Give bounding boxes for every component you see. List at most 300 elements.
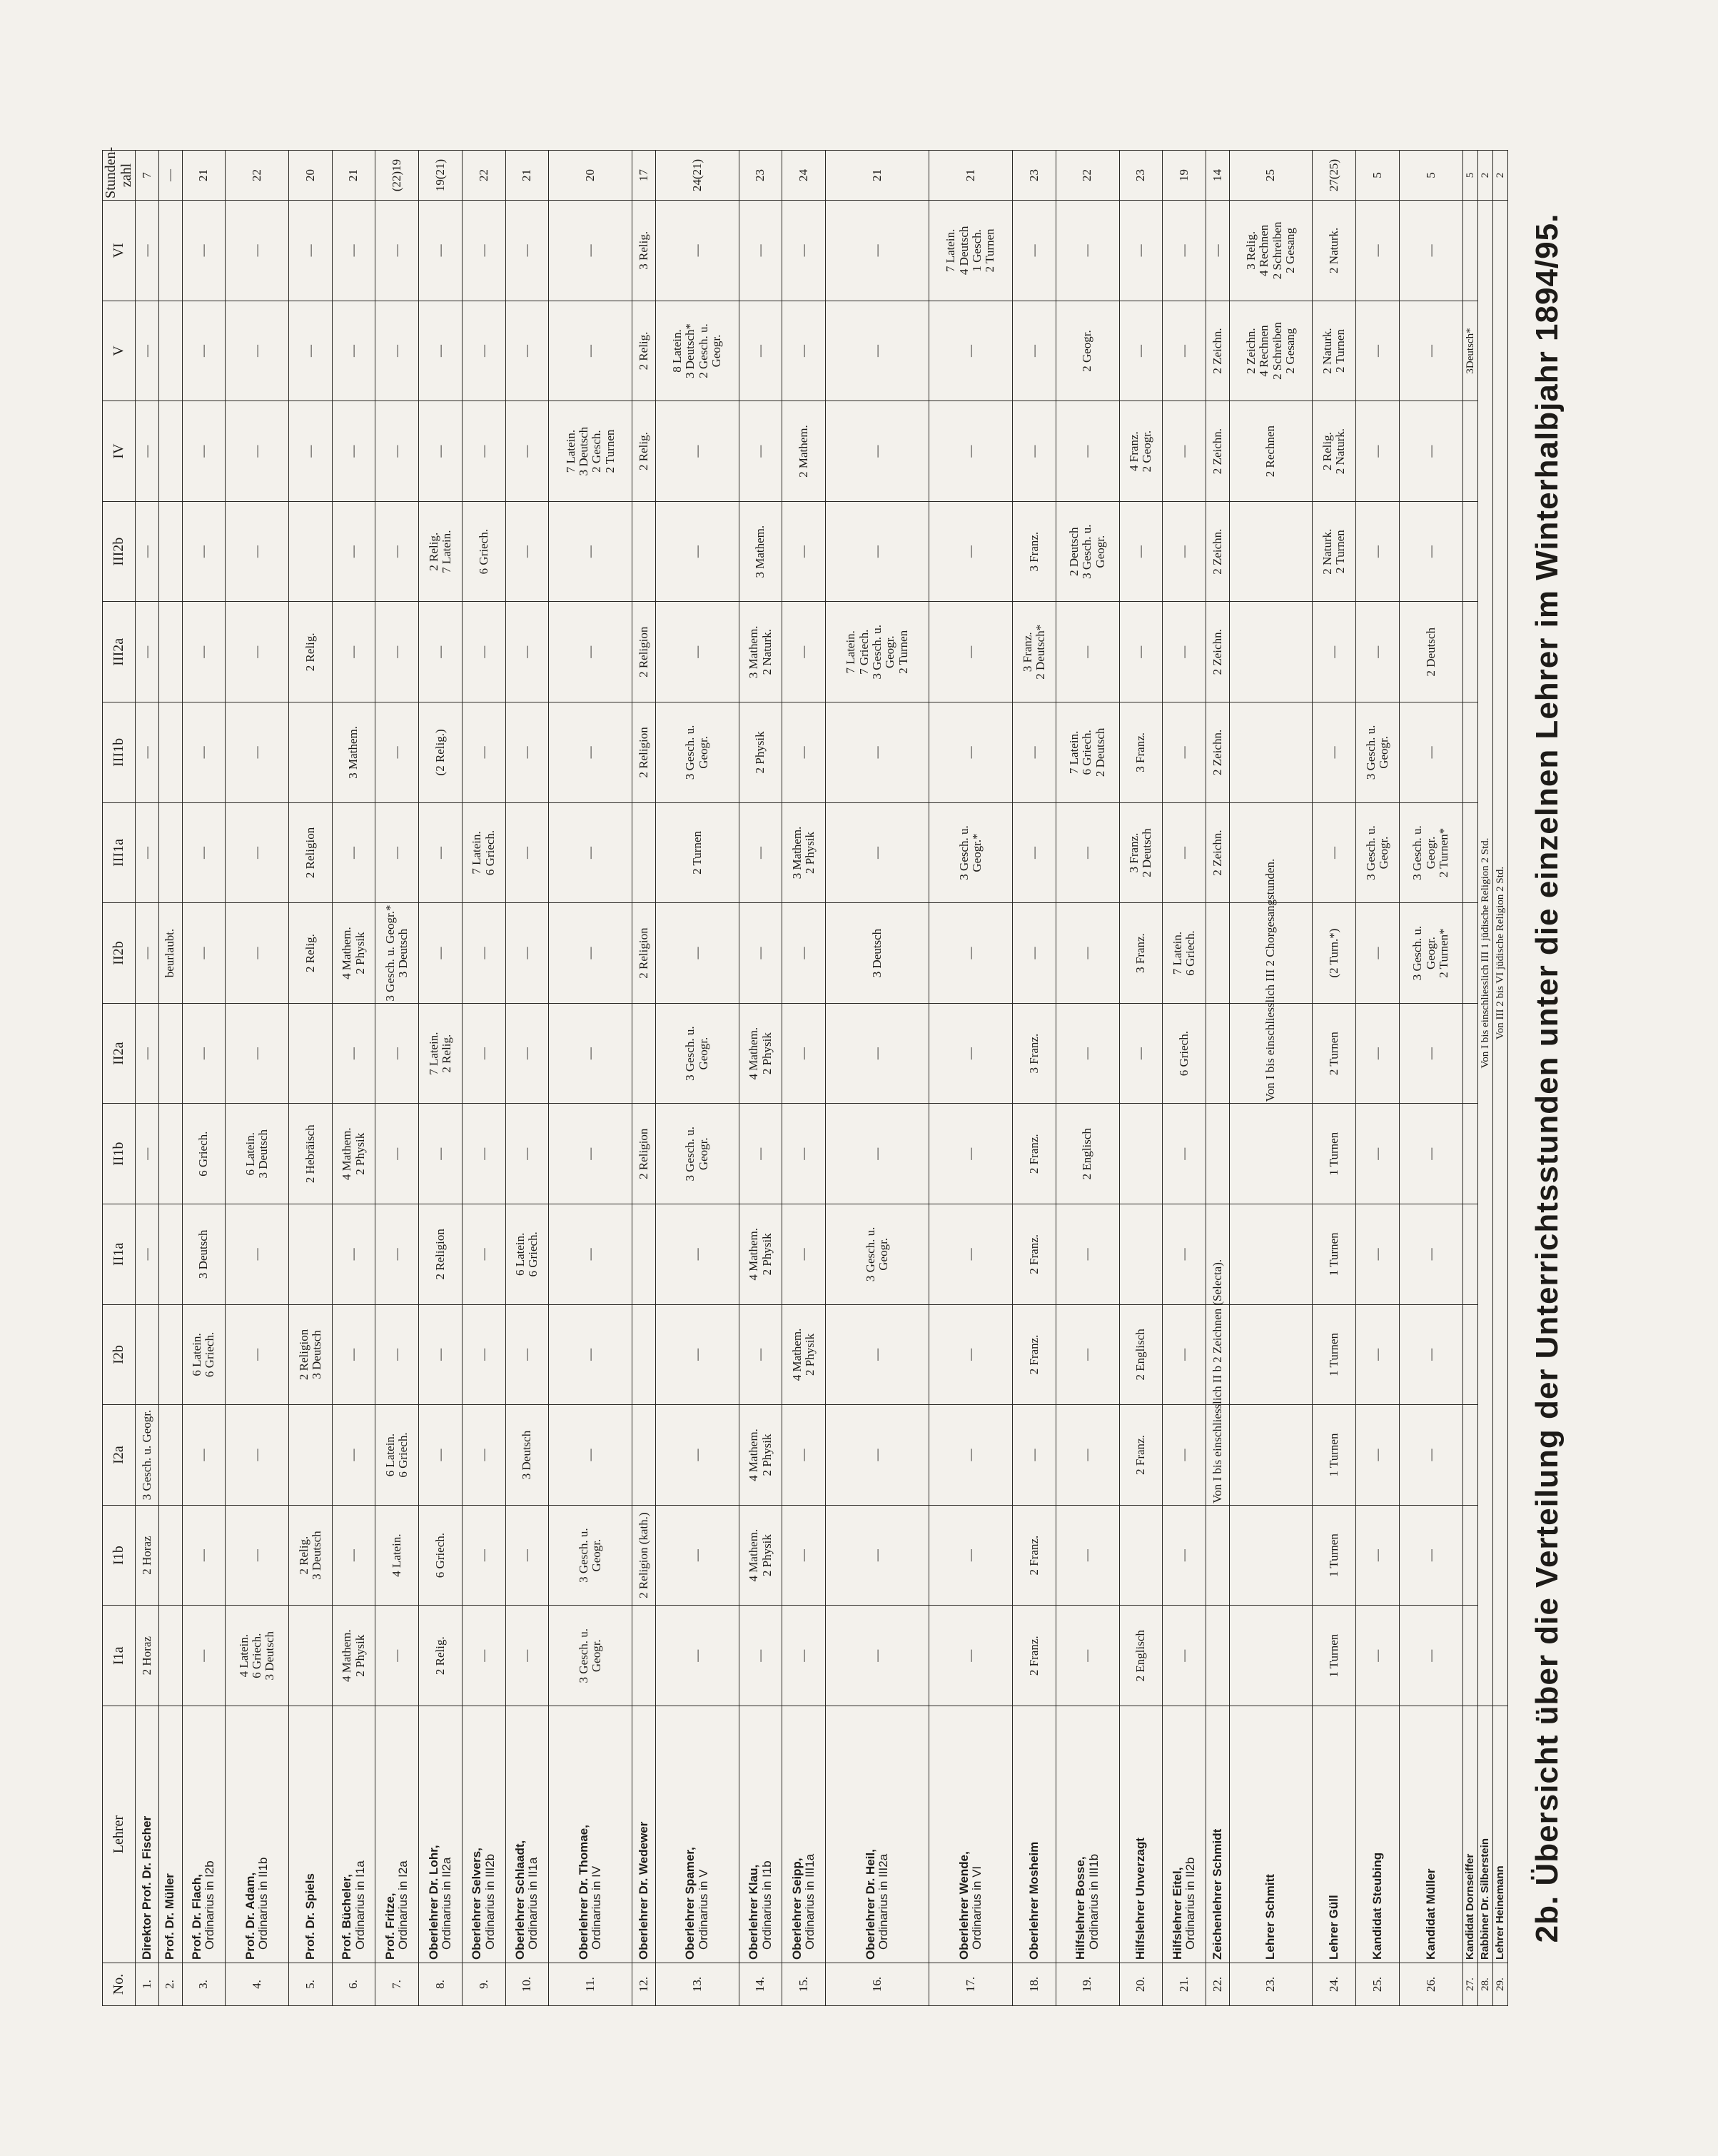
lesson-cell: — bbox=[505, 401, 549, 502]
row-number: 18. bbox=[1013, 1963, 1056, 2006]
teacher-name bbox=[1056, 1706, 1119, 1963]
lesson-cell: — bbox=[505, 702, 549, 803]
lesson-cell bbox=[1463, 1204, 1478, 1305]
lesson-cell: 3 Franz. 2 Deutsch bbox=[1119, 802, 1163, 903]
lesson-cell: — bbox=[136, 1003, 159, 1104]
lesson-cell: — bbox=[549, 501, 632, 602]
row-number: 6. bbox=[332, 1963, 375, 2006]
lesson-cell: — bbox=[1399, 1104, 1462, 1204]
lesson-cell: 3Deutsch* bbox=[1463, 301, 1478, 401]
lesson-cell: — bbox=[332, 1304, 375, 1405]
lesson-cell bbox=[1229, 702, 1313, 803]
lesson-cell: 2 Naturk. 2 Turnen bbox=[1313, 301, 1356, 401]
lesson-cell: — bbox=[182, 602, 226, 702]
lesson-cell: — bbox=[332, 201, 375, 301]
lesson-cell: — bbox=[182, 301, 226, 401]
teacher-role: Ordinarius in VI bbox=[970, 1865, 984, 1950]
lesson-cell: 2 Deutsch 3 Gesch. u. Geogr. bbox=[1056, 501, 1119, 602]
hours-total: 2 bbox=[1478, 151, 1493, 201]
lesson-cell: — bbox=[332, 602, 375, 702]
teacher-name bbox=[375, 1706, 419, 1963]
lesson-cell: — bbox=[136, 1204, 159, 1305]
table-row bbox=[289, 151, 333, 2006]
lesson-cell: 1 Turnen bbox=[1313, 1505, 1356, 1606]
lesson-cell: 7 Latein. 6 Griech. bbox=[1163, 903, 1206, 1004]
lesson-cell bbox=[158, 702, 182, 803]
lesson-cell: — bbox=[375, 1304, 419, 1405]
lesson-cell: — bbox=[1163, 1304, 1206, 1405]
lesson-cell: — bbox=[655, 1304, 739, 1405]
lesson-cell: — bbox=[1356, 1304, 1400, 1405]
lesson-cell: 4 Mathem. 2 Physik bbox=[739, 1003, 782, 1104]
lesson-cell bbox=[1463, 602, 1478, 702]
hours-total: 23 bbox=[1119, 151, 1163, 201]
lesson-cell: — bbox=[929, 1606, 1013, 1706]
lesson-cell bbox=[1463, 501, 1478, 602]
lesson-cell: — bbox=[182, 1003, 226, 1104]
lesson-cell: — bbox=[226, 201, 289, 301]
lesson-cell: beurlaubt. bbox=[158, 903, 182, 1004]
lesson-cell: — bbox=[826, 1003, 929, 1104]
lesson-cell: — bbox=[1163, 1505, 1206, 1606]
teacher-title: Lehrer Heinemann bbox=[1493, 1865, 1506, 1960]
lesson-cell: — bbox=[1119, 602, 1163, 702]
lesson-cell: 4 Latein. bbox=[375, 1505, 419, 1606]
lesson-cell: — bbox=[929, 1405, 1013, 1506]
teacher-title: Prof. Bücheler, bbox=[340, 1874, 354, 1960]
lesson-cell: — bbox=[419, 201, 463, 301]
lesson-cell: 2 Mathem. bbox=[782, 401, 826, 502]
column-header: III2b bbox=[103, 501, 136, 602]
lesson-cell: 2 Religion bbox=[632, 1104, 656, 1204]
lesson-cell: 3 Gesch. u. Geogr.* bbox=[929, 802, 1013, 903]
lesson-cell bbox=[632, 1304, 656, 1405]
lesson-cell: — bbox=[929, 702, 1013, 803]
lesson-cell: 2 Rechnen bbox=[1229, 401, 1313, 502]
hours-total: 27(25) bbox=[1313, 151, 1356, 201]
lesson-cell: 6 Latein. 6 Griech. bbox=[505, 1204, 549, 1305]
lesson-cell: — bbox=[375, 401, 419, 502]
lesson-cell: — bbox=[462, 301, 505, 401]
lesson-cell: — bbox=[1399, 1204, 1462, 1305]
lesson-cell: — bbox=[826, 702, 929, 803]
row-number: 20. bbox=[1119, 1963, 1163, 2006]
lesson-cell: — bbox=[136, 501, 159, 602]
lesson-cell: — bbox=[226, 802, 289, 903]
lesson-cell: 3 Relig. 4 Rechnen 2 Schreiben 2 Gesang bbox=[1229, 201, 1313, 301]
lesson-cell: 1 Turnen bbox=[1313, 1606, 1356, 1706]
lesson-cell: — bbox=[1206, 201, 1229, 301]
lesson-cell: — bbox=[655, 201, 739, 301]
lesson-cell bbox=[632, 1204, 656, 1305]
lesson-cell: — bbox=[1399, 501, 1462, 602]
lesson-cell: — bbox=[1163, 602, 1206, 702]
hours-total: 25 bbox=[1229, 151, 1313, 201]
lesson-cell: 2 Deutsch bbox=[1399, 602, 1462, 702]
teacher-title: Prof. Dr. Adam, bbox=[243, 1872, 257, 1960]
lesson-cell: — bbox=[1399, 301, 1462, 401]
lesson-cell bbox=[1206, 1104, 1229, 1204]
lesson-cell: 3 Gesch. u. Geogr. bbox=[655, 1003, 739, 1104]
teacher-title: Oberlehrer Dr. Lohr, bbox=[426, 1845, 440, 1960]
lesson-cell: 4 Mathem. 2 Physik bbox=[739, 1204, 782, 1305]
lesson-cell: — bbox=[226, 1405, 289, 1506]
lesson-cell: (2 Turn.*) bbox=[1313, 903, 1356, 1004]
teacher-title: Direktor Prof. Dr. Fischer bbox=[139, 1815, 153, 1960]
lesson-cell: 2 Relig. bbox=[632, 301, 656, 401]
lesson-cell: — bbox=[419, 1304, 463, 1405]
row-number: 5. bbox=[289, 1963, 333, 2006]
teacher-name bbox=[1013, 1706, 1056, 1963]
lesson-cell bbox=[158, 1104, 182, 1204]
lesson-cell: — bbox=[226, 301, 289, 401]
lesson-cell bbox=[158, 1405, 182, 1506]
teacher-title: Oberlehrer Seipp, bbox=[789, 1858, 804, 1960]
lesson-cell: — bbox=[1056, 1003, 1119, 1104]
lesson-cell: — bbox=[136, 201, 159, 301]
teacher-role: Ordinarius in I1b bbox=[759, 1860, 774, 1950]
lesson-cell: — bbox=[1013, 301, 1056, 401]
lesson-cell: — bbox=[332, 802, 375, 903]
hours-total: (22)19 bbox=[375, 151, 419, 201]
hours-total: 21 bbox=[826, 151, 929, 201]
lesson-cell: — bbox=[739, 903, 782, 1004]
lesson-cell: — bbox=[739, 201, 782, 301]
lesson-cell: — bbox=[1013, 201, 1056, 301]
teacher-name bbox=[1206, 1706, 1229, 1963]
lesson-cell: — bbox=[182, 501, 226, 602]
table-row bbox=[782, 151, 826, 2006]
lesson-cell: — bbox=[136, 903, 159, 1004]
lesson-cell: 2 Relig. bbox=[289, 903, 333, 1004]
table-row bbox=[929, 151, 1013, 2006]
lesson-cell: 8 Latein. 3 Deutsch* 2 Gesch. u. Geogr. bbox=[655, 301, 739, 401]
lesson-cell: — bbox=[826, 401, 929, 502]
lesson-cell bbox=[158, 1003, 182, 1104]
lesson-cell: — bbox=[136, 702, 159, 803]
lesson-cell: — bbox=[462, 1204, 505, 1305]
lesson-cell: 1 Turnen bbox=[1313, 1204, 1356, 1305]
teacher-title: Prof. Dr. Flach, bbox=[190, 1874, 203, 1960]
teacher-name bbox=[1463, 1706, 1478, 1963]
lesson-cell bbox=[1229, 602, 1313, 702]
lesson-cell: — bbox=[375, 1606, 419, 1706]
table-row bbox=[226, 151, 289, 2006]
teacher-role: Ordinarius in II1a bbox=[526, 1857, 540, 1950]
lesson-cell: — bbox=[739, 802, 782, 903]
lesson-cell: 2 Zeichn. bbox=[1206, 301, 1229, 401]
lesson-cell: 2 Englisch bbox=[1056, 1104, 1119, 1204]
lesson-cell: — bbox=[1356, 301, 1400, 401]
lesson-cell: — bbox=[782, 702, 826, 803]
lesson-cell: — bbox=[226, 903, 289, 1004]
lesson-cell: — bbox=[782, 1003, 826, 1104]
lesson-cell: — bbox=[462, 602, 505, 702]
lesson-cell bbox=[1463, 1104, 1478, 1204]
lesson-cell: — bbox=[826, 1606, 929, 1706]
teacher-title: Prof. Fritze, bbox=[383, 1893, 397, 1960]
lesson-cell bbox=[1463, 1405, 1478, 1506]
teacher-role: Ordinarius in I1a bbox=[353, 1860, 367, 1950]
row-number: 29. bbox=[1493, 1963, 1508, 2006]
lesson-cell: 4 Mathem. 2 Physik bbox=[332, 1606, 375, 1706]
table-row bbox=[1399, 151, 1462, 2006]
hours-total: 23 bbox=[739, 151, 782, 201]
row-number: 13. bbox=[655, 1963, 739, 2006]
lesson-cell: — bbox=[1163, 501, 1206, 602]
lesson-cell: — bbox=[1356, 1606, 1400, 1706]
lesson-cell: — bbox=[1163, 201, 1206, 301]
lesson-cell: — bbox=[375, 1104, 419, 1204]
lesson-cell: 3 Gesch. u. Geogr. bbox=[549, 1606, 632, 1706]
lesson-cell bbox=[1463, 1606, 1478, 1706]
lesson-cell: — bbox=[1056, 401, 1119, 502]
lesson-cell: — bbox=[1119, 301, 1163, 401]
teacher-name bbox=[462, 1706, 505, 1963]
column-header: II1a bbox=[103, 1204, 136, 1305]
teacher-name bbox=[929, 1706, 1013, 1963]
lesson-cell: 7 Latein. 2 Relig. bbox=[419, 1003, 463, 1104]
lesson-cell: — bbox=[1163, 802, 1206, 903]
lesson-cell: 3 Gesch. u. Geogr. bbox=[826, 1204, 929, 1305]
lesson-cell: — bbox=[782, 903, 826, 1004]
teacher-name bbox=[182, 1706, 226, 1963]
lesson-cell: — bbox=[549, 802, 632, 903]
lesson-cell bbox=[1229, 501, 1313, 602]
teacher-role: Ordinarius in III1b bbox=[1086, 1853, 1101, 1950]
lesson-cell: — bbox=[1399, 1405, 1462, 1506]
lesson-cell: — bbox=[332, 501, 375, 602]
lesson-cell: 3 Franz. 2 Deutsch* bbox=[1013, 602, 1056, 702]
lesson-cell: 3 Gesch. u. Geogr.* 3 Deutsch bbox=[375, 903, 419, 1004]
row-number: 23. bbox=[1229, 1963, 1313, 2006]
teacher-title: Oberlehrer Dr. Wedewer bbox=[636, 1821, 650, 1960]
lesson-cell: — bbox=[1399, 1003, 1462, 1104]
lesson-cell: — bbox=[782, 301, 826, 401]
lesson-cell: 6 Latein. 3 Deutsch bbox=[226, 1104, 289, 1204]
lesson-cell: — bbox=[782, 602, 826, 702]
lesson-cell bbox=[158, 1204, 182, 1305]
lesson-cell: — bbox=[782, 1505, 826, 1606]
lesson-cell: 3 Franz. bbox=[1013, 501, 1056, 602]
lesson-cell: 2 Relig. 7 Latein. bbox=[419, 501, 463, 602]
lesson-cell: — bbox=[332, 1405, 375, 1506]
lesson-cell: — bbox=[549, 903, 632, 1004]
hours-total: 22 bbox=[1056, 151, 1119, 201]
teacher-role: Ordinarius in II2b bbox=[1183, 1857, 1198, 1950]
column-header: I2b bbox=[103, 1304, 136, 1405]
lesson-cell: — bbox=[1013, 1405, 1056, 1506]
lesson-cell: 1 Turnen bbox=[1313, 1104, 1356, 1204]
lesson-cell: 2 Geogr. bbox=[1056, 301, 1119, 401]
lesson-cell: 2 Franz. bbox=[1013, 1606, 1056, 1706]
lesson-cell bbox=[158, 401, 182, 502]
lesson-cell bbox=[1463, 802, 1478, 903]
lesson-cell: — bbox=[1356, 1104, 1400, 1204]
table-row bbox=[739, 151, 782, 2006]
lesson-cell: — bbox=[1013, 903, 1056, 1004]
hours-total: 20 bbox=[549, 151, 632, 201]
lesson-cell: — bbox=[1163, 1606, 1206, 1706]
lesson-cell: — bbox=[136, 1104, 159, 1204]
lesson-cell: 2 Franz. bbox=[1119, 1405, 1163, 1506]
lesson-cell: 3 Relig. bbox=[632, 201, 656, 301]
lesson-cell bbox=[289, 501, 333, 602]
lesson-cell: — bbox=[505, 201, 549, 301]
table-row bbox=[1163, 151, 1206, 2006]
lesson-cell: 2 Zeichn. bbox=[1206, 702, 1229, 803]
row-number: 24. bbox=[1313, 1963, 1356, 2006]
row-number: 25. bbox=[1356, 1963, 1400, 2006]
teacher-title: Kandidat Dornseiffer bbox=[1463, 1853, 1476, 1960]
table-row bbox=[158, 151, 182, 2006]
lesson-cell: 2 Franz. bbox=[1013, 1204, 1056, 1305]
lesson-cell: 4 Mathem. 2 Physik bbox=[332, 903, 375, 1004]
lesson-cell: — bbox=[655, 501, 739, 602]
table-row bbox=[632, 151, 656, 2006]
lesson-cell: — bbox=[1356, 602, 1400, 702]
lesson-cell: — bbox=[1013, 802, 1056, 903]
lesson-cell: 7 Latein. 4 Deutsch 1 Gesch. 2 Turnen bbox=[929, 201, 1013, 301]
lesson-cell: 3 Deutsch bbox=[826, 903, 929, 1004]
lesson-cell: 3 Mathem. 2 Physik bbox=[782, 802, 826, 903]
teacher-role: Ordinarius in IV bbox=[590, 1865, 604, 1950]
lesson-cell: — bbox=[549, 702, 632, 803]
teacher-role: Ordinarius in III1a bbox=[803, 1853, 817, 1950]
table-row bbox=[1229, 151, 1313, 2006]
lesson-cell: — bbox=[655, 1606, 739, 1706]
lesson-cell: 4 Latein. 6 Griech. 3 Deutsch bbox=[226, 1606, 289, 1706]
lesson-cell: 3 Gesch. u. Geogr. 2 Turnen* bbox=[1399, 903, 1462, 1004]
lesson-cell: 2 Religion bbox=[632, 702, 656, 803]
lesson-cell: — bbox=[226, 1304, 289, 1405]
lesson-cell: — bbox=[182, 1405, 226, 1506]
lesson-cell: — bbox=[462, 1104, 505, 1204]
lesson-cell: — bbox=[1356, 501, 1400, 602]
lesson-cell: — bbox=[332, 401, 375, 502]
lesson-cell: — bbox=[826, 501, 929, 602]
lesson-cell bbox=[289, 1606, 333, 1706]
hours-total: 5 bbox=[1356, 151, 1400, 201]
lesson-cell: — bbox=[226, 602, 289, 702]
row-number: 16. bbox=[826, 1963, 929, 2006]
teacher-name bbox=[136, 1706, 159, 1963]
lesson-cell: — bbox=[1399, 201, 1462, 301]
lesson-cell: — bbox=[1056, 1304, 1119, 1405]
lesson-cell: — bbox=[462, 1606, 505, 1706]
hours-total: 19 bbox=[1163, 151, 1206, 201]
lesson-cell bbox=[1463, 1304, 1478, 1405]
lesson-cell: — bbox=[226, 401, 289, 502]
lesson-cell: — bbox=[375, 1204, 419, 1305]
hours-total: 5 bbox=[1399, 151, 1462, 201]
lesson-cell bbox=[158, 301, 182, 401]
lesson-cell: — bbox=[549, 301, 632, 401]
lesson-cell: — bbox=[929, 903, 1013, 1004]
lesson-cell: — bbox=[419, 1104, 463, 1204]
lesson-cell: — bbox=[1013, 702, 1056, 803]
teacher-title: Kandidat Müller bbox=[1423, 1868, 1437, 1960]
lesson-cell bbox=[158, 1304, 182, 1405]
lesson-cell: 2 Religion 3 Deutsch bbox=[289, 1304, 333, 1405]
lesson-cell: — bbox=[929, 1104, 1013, 1204]
hours-total: 5 bbox=[1463, 151, 1478, 201]
teacher-name bbox=[632, 1706, 656, 1963]
lesson-cell: 6 Griech. bbox=[182, 1104, 226, 1204]
lesson-cell: — bbox=[1056, 1405, 1119, 1506]
page-title: 2b. Übersicht über die Verteilung der Unterrichtsstunden unter die einzelnen Lehrer im Winterhalbjahr 1894/95. bbox=[1530, 213, 1565, 1943]
lesson-cell: — bbox=[1313, 802, 1356, 903]
table-header-row bbox=[103, 151, 136, 2006]
teacher-role: Ordinarius in II1b bbox=[256, 1857, 271, 1950]
lesson-cell: 3 Gesch. u. Geogr. bbox=[655, 1104, 739, 1204]
lesson-cell: — bbox=[505, 501, 549, 602]
row-number: 10. bbox=[505, 1963, 549, 2006]
lesson-cell: — bbox=[375, 602, 419, 702]
hours-total: — bbox=[158, 151, 182, 201]
lesson-cell bbox=[1229, 1104, 1313, 1204]
lesson-cell bbox=[1206, 1505, 1229, 1606]
table-row bbox=[1463, 151, 1478, 2006]
lesson-cell bbox=[1463, 1003, 1478, 1104]
lesson-cell: — bbox=[289, 401, 333, 502]
lesson-cell bbox=[158, 1606, 182, 1706]
lesson-cell: — bbox=[505, 1606, 549, 1706]
teacher-role: Ordinarius in II2a bbox=[440, 1857, 454, 1950]
column-header: I1a bbox=[103, 1606, 136, 1706]
lesson-cell: — bbox=[549, 1405, 632, 1506]
row-number: 8. bbox=[419, 1963, 463, 2006]
lesson-cell: 4 Mathem. 2 Physik bbox=[782, 1304, 826, 1405]
lesson-cell bbox=[289, 702, 333, 803]
lesson-cell: — bbox=[505, 602, 549, 702]
lesson-cell: — bbox=[375, 802, 419, 903]
lesson-cell: — bbox=[226, 1204, 289, 1305]
teacher-title: Prof. Dr. Spiels bbox=[303, 1873, 317, 1960]
lesson-cell: 2 Horaz bbox=[136, 1606, 159, 1706]
row-number: 3. bbox=[182, 1963, 226, 2006]
lesson-cell: Von I bis einschliesslich II b 2 Zeichnen (Selecta). bbox=[1206, 1405, 1229, 1506]
lesson-cell: 3 Franz. bbox=[1013, 1003, 1056, 1104]
teacher-name bbox=[1229, 1706, 1313, 1963]
lesson-cell: — bbox=[1399, 1606, 1462, 1706]
lesson-cell: 2 Religion bbox=[419, 1204, 463, 1305]
hours-total: 24(21) bbox=[655, 151, 739, 201]
teacher-role: Ordinarius in I2b bbox=[203, 1860, 217, 1950]
lesson-cell: — bbox=[739, 1304, 782, 1405]
lesson-cell: — bbox=[1313, 702, 1356, 803]
teacher-name bbox=[655, 1706, 739, 1963]
lesson-cell: 2 Turnen bbox=[1313, 1003, 1356, 1104]
lesson-cell: — bbox=[826, 301, 929, 401]
lesson-cell: — bbox=[462, 1505, 505, 1606]
spanning-note: Von I bis einschliesslich III 1 jüdische Religion 2 Std. bbox=[1478, 201, 1493, 1706]
teacher-title: Oberlehrer Dr. Thomae, bbox=[576, 1825, 590, 1960]
lesson-cell: — bbox=[419, 802, 463, 903]
lesson-cell: 2 Naturk. 2 Turnen bbox=[1313, 501, 1356, 602]
table-row bbox=[655, 151, 739, 2006]
lesson-cell: — bbox=[462, 1405, 505, 1506]
lesson-cell: — bbox=[1056, 602, 1119, 702]
lesson-cell: 6 Latein. 6 Griech. bbox=[182, 1304, 226, 1405]
column-header: IV bbox=[103, 401, 136, 502]
row-number: 19. bbox=[1056, 1963, 1119, 2006]
hours-total: 20 bbox=[289, 151, 333, 201]
column-header: No. bbox=[103, 1963, 136, 2006]
table-row bbox=[419, 151, 463, 2006]
lesson-cell: 7 Latein. 6 Griech. bbox=[462, 802, 505, 903]
lesson-cell: — bbox=[782, 1606, 826, 1706]
